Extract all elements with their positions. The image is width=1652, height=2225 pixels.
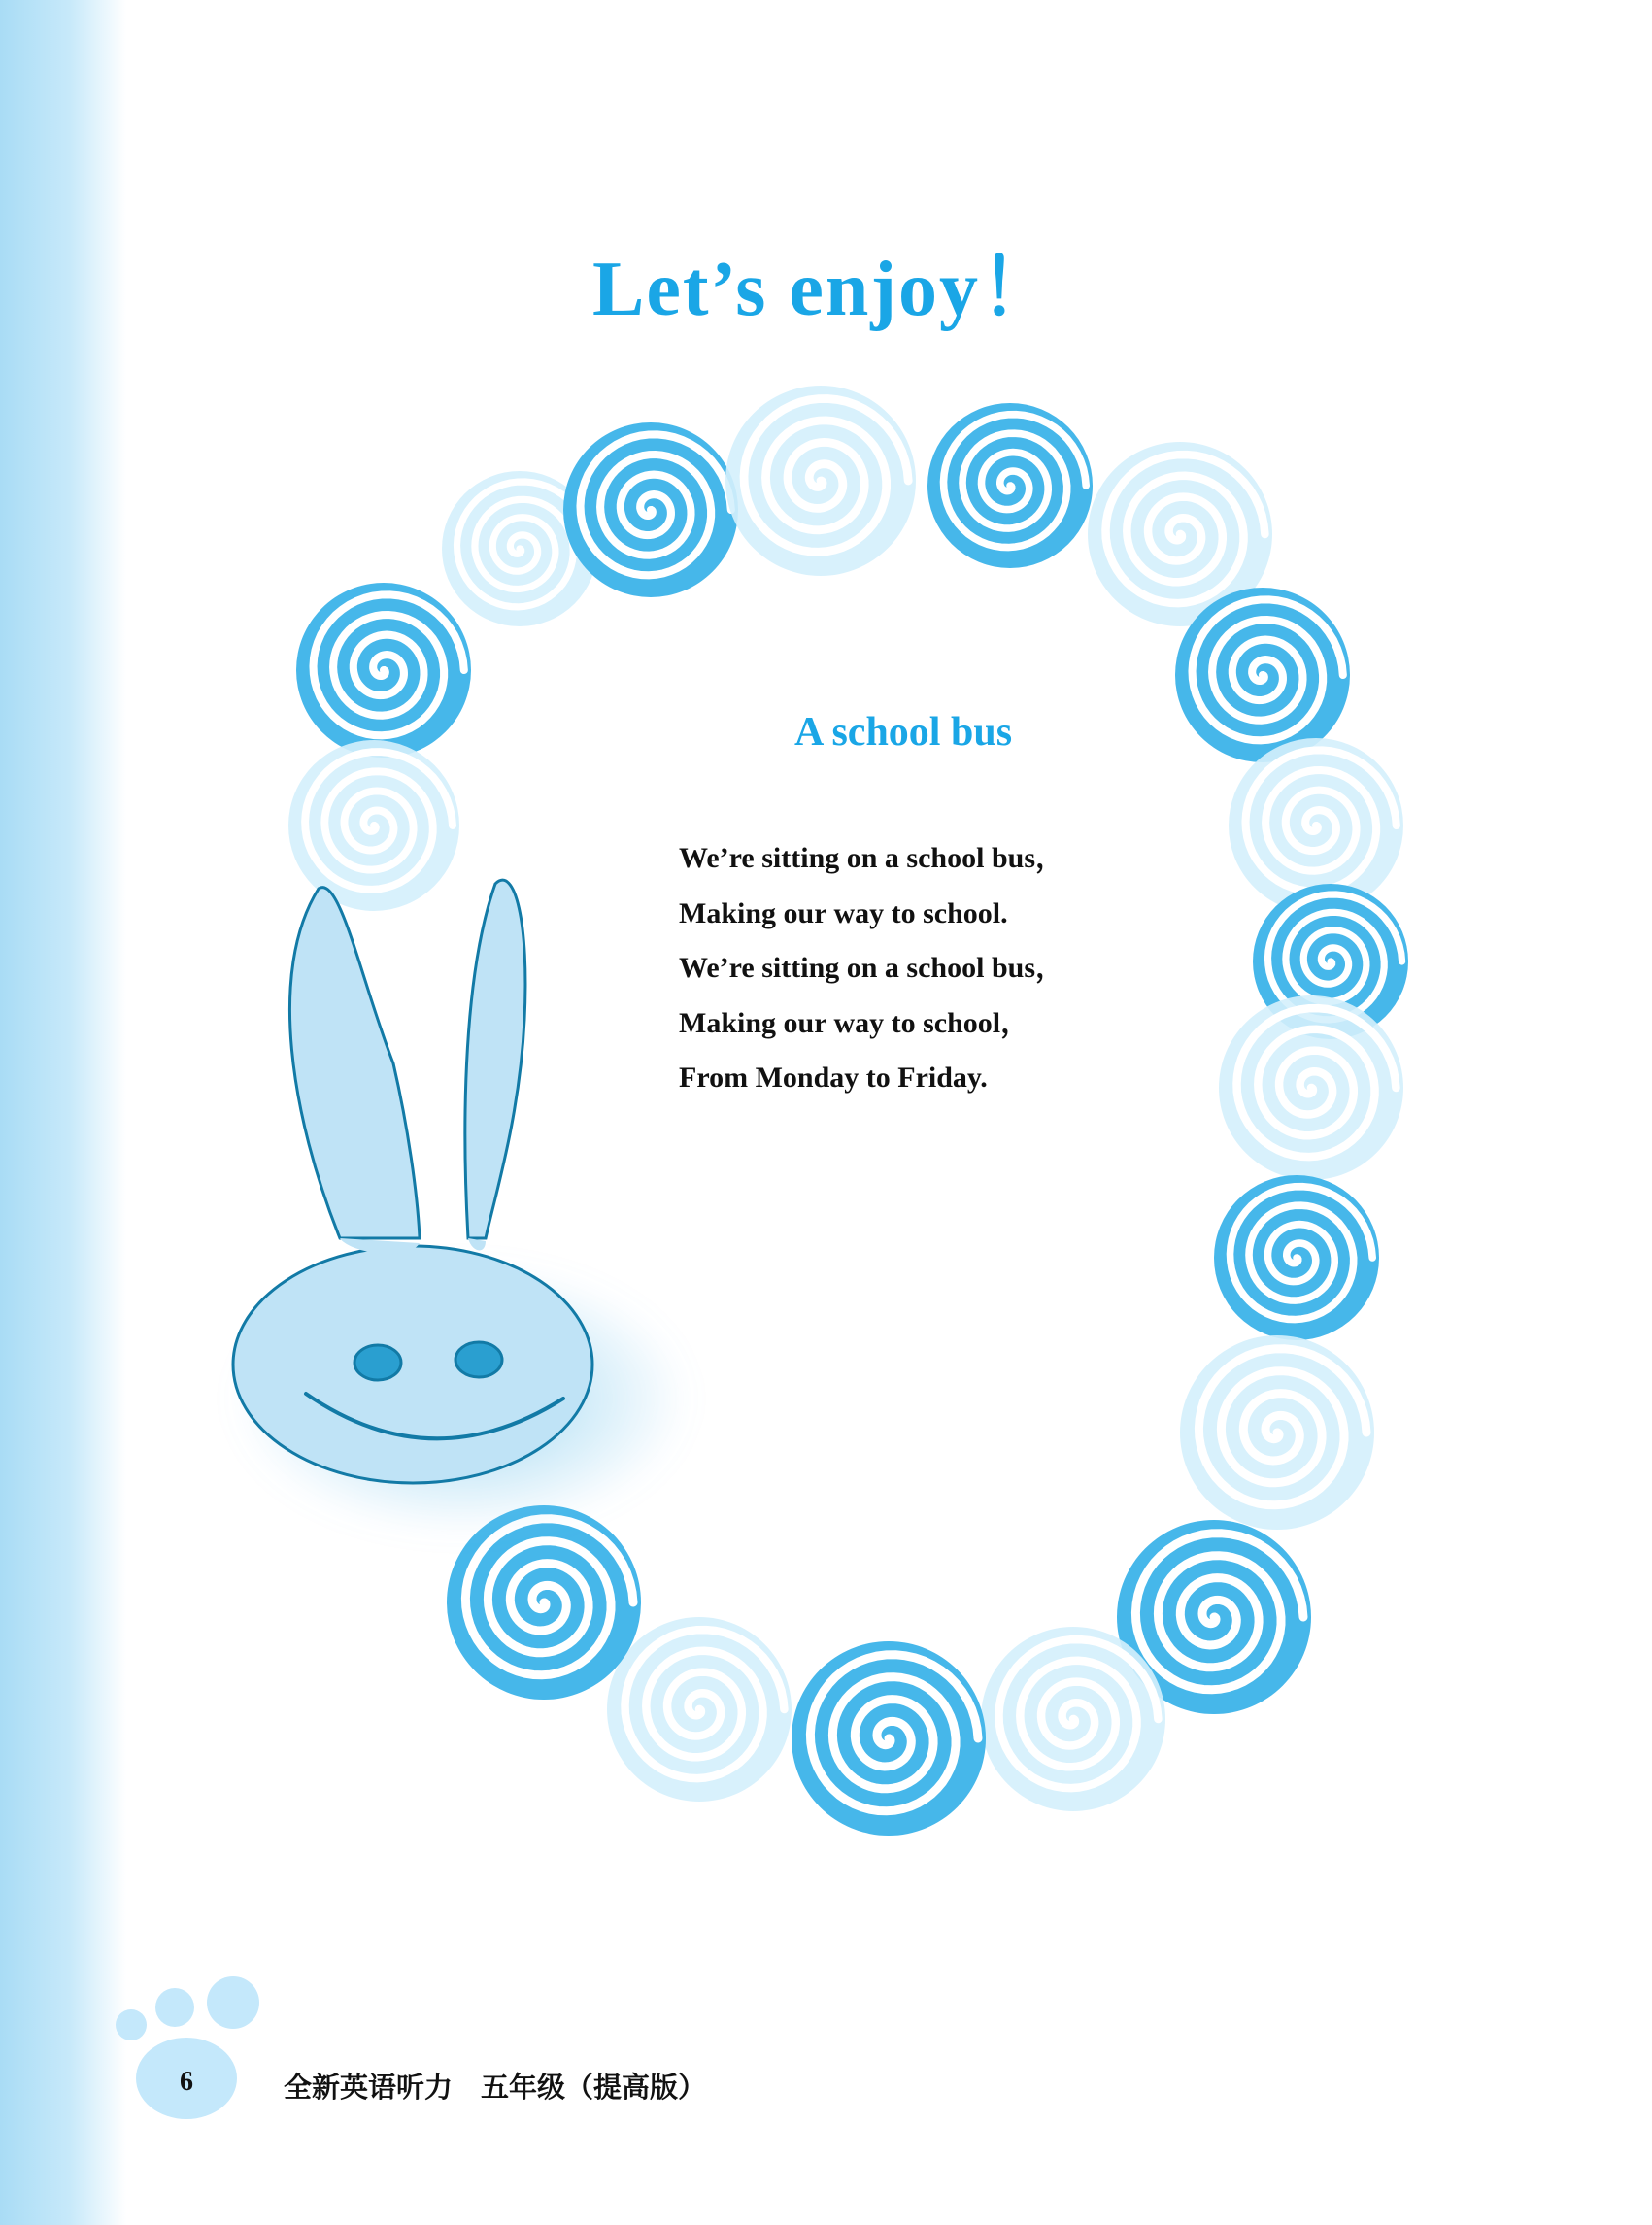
- spiral-icon: [296, 583, 471, 758]
- spiral-icon: [792, 1641, 986, 1836]
- book-title: 全新英语听力 五年级（提高版）: [284, 2071, 707, 2104]
- spiral-icon: [288, 740, 459, 911]
- spiral-icon: [1180, 1335, 1374, 1530]
- swirl-ring: [288, 386, 1408, 1836]
- spiral-icon: [981, 1627, 1165, 1811]
- spiral-icon: [725, 386, 916, 576]
- spiral-icon: [1175, 588, 1350, 762]
- spiral-icon: [1219, 995, 1403, 1180]
- poem-lines: [679, 831, 1223, 1106]
- poem-line: Making our way to school.: [679, 896, 1008, 929]
- poem-title: A school bus: [793, 710, 1013, 755]
- spiral-icon: [927, 403, 1093, 568]
- poem-line: We’re sitting on a school bus，: [679, 842, 1064, 874]
- bunny-face-icon: [233, 880, 690, 1534]
- spiral-icon: [563, 422, 738, 597]
- spiral-icon: [607, 1617, 792, 1802]
- spiral-icon: [447, 1505, 641, 1700]
- page-number: 6: [180, 2067, 193, 2097]
- poem-line: We’re sitting on a school bus，: [679, 952, 1064, 984]
- page-title: Let’s enjoy！: [592, 247, 1060, 332]
- spiral-icon: [1214, 1175, 1379, 1340]
- poem-line: From Monday to Friday.: [679, 1062, 988, 1094]
- poem-line: Making our way to school，: [679, 1006, 1030, 1039]
